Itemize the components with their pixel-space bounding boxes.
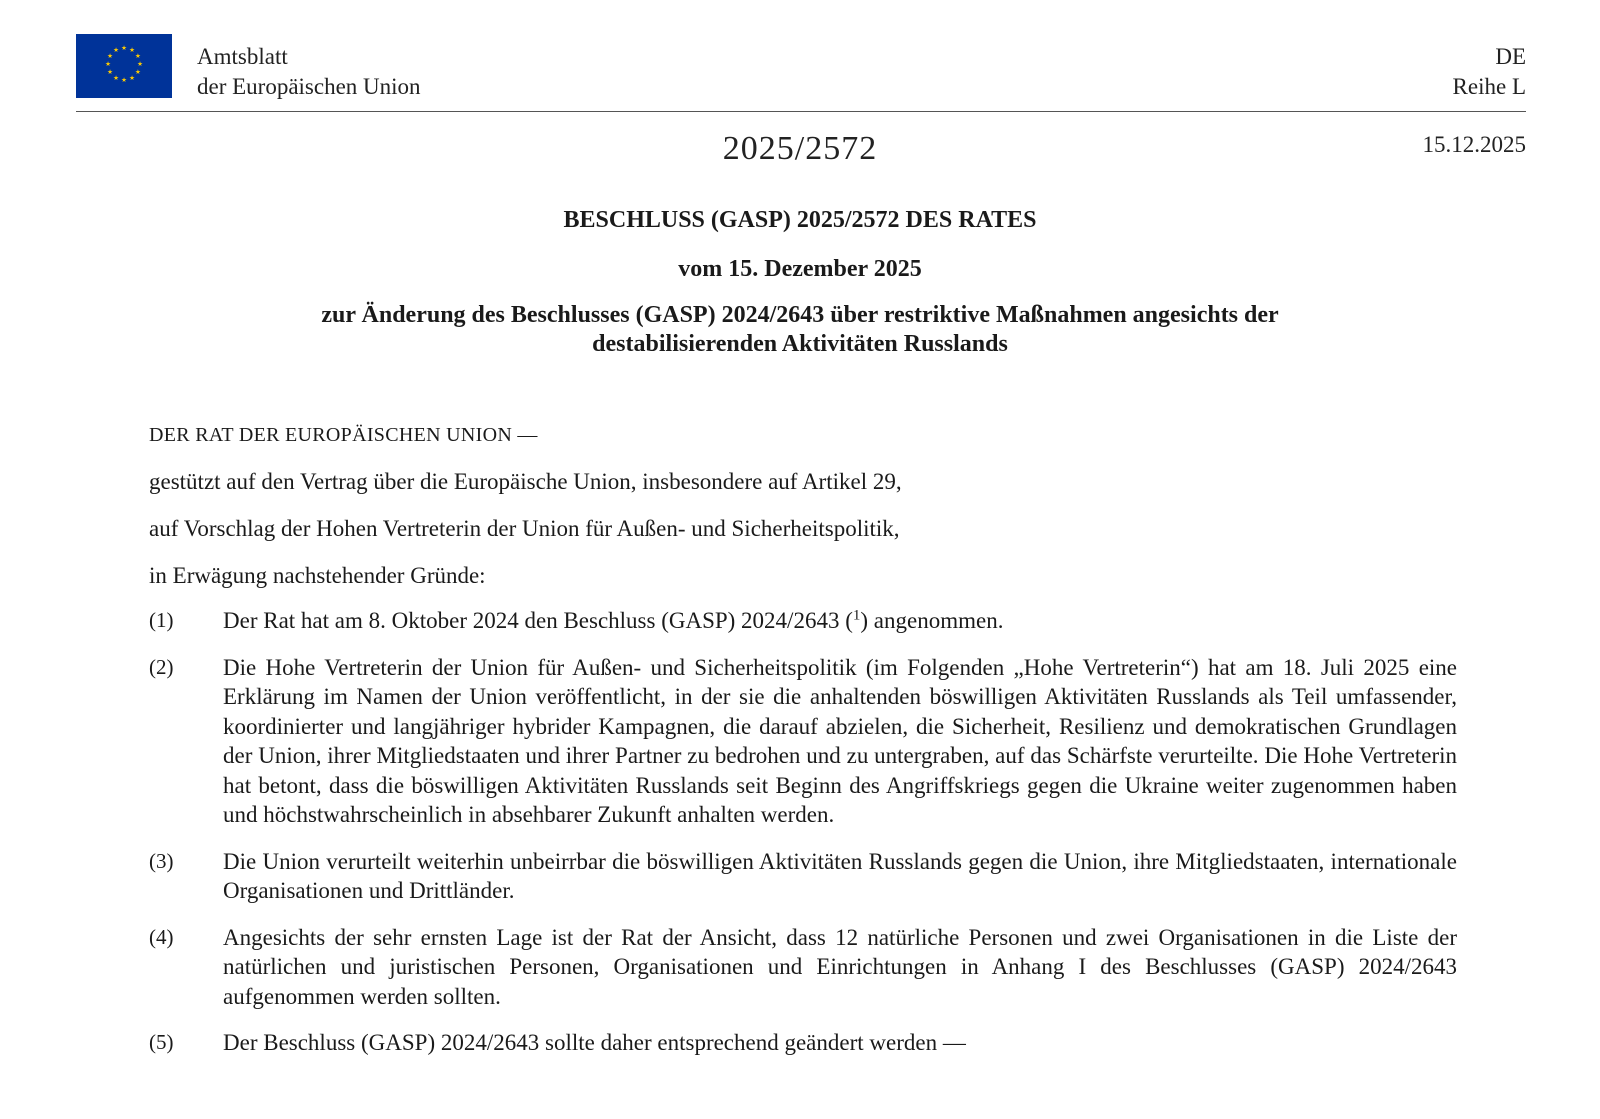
svg-text:★: ★ <box>129 46 135 55</box>
recital-text: Der Beschluss (GASP) 2024/2643 sollte daher entsprechend geändert werden — <box>223 1030 966 1055</box>
citation-paragraph-1: gestützt auf den Vertrag über die Europäische Union, insbesondere auf Artikel 29, <box>149 469 902 494</box>
recital-item <box>149 847 1457 906</box>
recital-text: Die Union verurteilt weiterhin unbeirrbar die böswilligen Aktivitäten Russlands gegen die Union, ihre Mitgliedstaaten, internationale Organisationen und Drittländer. <box>223 848 1457 903</box>
document-body <box>149 420 1457 1075</box>
recital-item <box>149 923 1457 1012</box>
recitals-list <box>149 606 1457 1058</box>
svg-text:★: ★ <box>107 52 114 60</box>
decision-subject: zur Änderung des Beschlusses (GASP) 2024/2643 über restriktive Maßnahmen angesichts der destabilisierenden Aktivitäten Russlands <box>321 302 1279 357</box>
recital-number: (1) <box>149 608 174 632</box>
recital-text: Die Hohe Vertreterin der Union für Außen- und Sicherheitspolitik (im Folgenden „Hohe Vertreterin“) hat am 18. Juli 2025 eine Erklärung im Namen der Union veröffentlicht, in der sie die anhaltenden böswilligen Aktivitäten Russlands als Teil umfassender, koordinierter und langjähriger hybrider Kampagnen, die darauf abzielen, die Sicherheit, Resilienz und demokratischen Grundlagen der Union, ihrer Mitgliedstaaten und ihrer Partner zu bedrohen und zu untergraben, auf das Schärfste verurteilte. Die Hohe Vertreterin hat betont, dass die böswilligen Aktivitäten Russlands seit Beginn des Angriffskriegs gegen die Ukraine weiter zugenommen haben und höchstwahrscheinlich in absehbarer Zukunft anhalten werden. <box>223 654 1457 827</box>
svg-text:★: ★ <box>107 68 114 76</box>
citation-paragraph-3: in Erwägung nachstehender Gründe: <box>149 563 486 588</box>
language-code: DE <box>1495 44 1526 69</box>
header-meta <box>1453 42 1526 102</box>
publication-date: 15.12.2025 <box>1422 132 1526 157</box>
journal-name-line2: der Europäischen Union <box>197 74 421 99</box>
recital-number: (2) <box>149 654 174 679</box>
svg-text:★: ★ <box>129 73 135 82</box>
council-heading: DER RAT DER EUROPÄISCHEN UNION — <box>149 424 538 446</box>
title-block <box>160 205 1440 359</box>
citation-paragraph-2: auf Vorschlag der Hohen Vertreterin der Union für Außen- und Sicherheitspolitik, <box>149 516 900 541</box>
svg-text:★: ★ <box>137 60 143 68</box>
eu-flag-logo <box>76 34 172 98</box>
decision-title: BESCHLUSS (GASP) 2025/2572 DES RATES <box>563 207 1037 233</box>
recital-number: (3) <box>149 848 174 873</box>
svg-text:★: ★ <box>105 60 111 68</box>
recital-text: Angesichts der sehr ernsten Lage ist der Rat der Ansicht, dass 12 natürliche Personen und zwei Organisationen in die Liste der natürlichen und juristischen Personen, Organisationen und Einrichtungen in Anhang I des Beschlusses (GASP) 2024/2643 aufgenommen werden sollten. <box>223 924 1457 1009</box>
recital-item <box>149 606 1457 636</box>
recital-number: (5) <box>149 1030 174 1054</box>
recital-number: (4) <box>149 924 174 949</box>
footnote-reference[interactable]: 1 <box>852 607 861 624</box>
header-divider <box>76 111 1526 112</box>
svg-text:★: ★ <box>134 52 141 60</box>
svg-text:★: ★ <box>121 44 127 52</box>
journal-name-line1: Amtsblatt <box>197 44 288 69</box>
recital-item <box>149 1028 1457 1058</box>
decision-date: vom 15. Dezember 2025 <box>678 256 922 282</box>
recital-item <box>149 653 1457 830</box>
journal-name <box>197 42 421 102</box>
document-number: 2025/2572 <box>722 130 878 167</box>
svg-text:★: ★ <box>134 68 141 76</box>
recital-text: Der Rat hat am 8. Oktober 2024 den Beschluss (GASP) 2024/2643 ( <box>223 608 853 633</box>
series-label: Reihe L <box>1452 74 1526 99</box>
svg-text:★: ★ <box>113 73 119 82</box>
svg-text:★: ★ <box>121 76 127 84</box>
svg-text:★: ★ <box>113 46 119 55</box>
eu-stars-icon <box>76 34 172 98</box>
recital-text-end: ) angenommen. <box>860 608 1004 633</box>
